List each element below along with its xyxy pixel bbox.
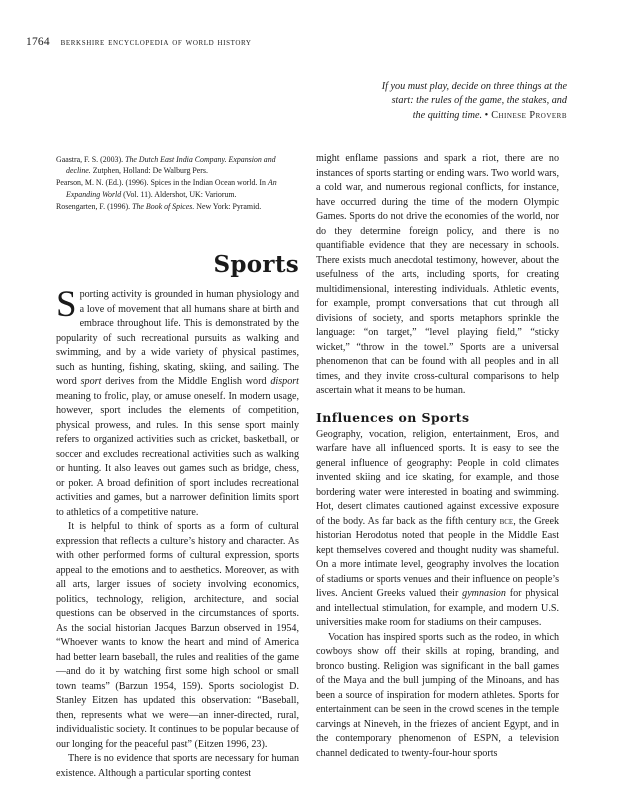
epigraph-line-2: start: the rules of the game, the stakes, and [391, 95, 567, 107]
right-column [316, 152, 559, 761]
reference-item: Rosengarten, F. (1996). The Book of Spices. New York: Pyramid. [56, 201, 262, 211]
reference-list [56, 154, 299, 212]
epigraph [307, 80, 567, 123]
paragraph-3: There is no evidence that sports are necessary for human existence. Although a particular sporting contest [56, 753, 299, 779]
epigraph-line-1: If you must play, decide on three things at the [381, 81, 567, 92]
paragraph-5: Vocation has inspired sports such as the rodeo, in which cowboys show off their skills at roping, branding, and bronco busting. Religion was significant in the ball games of the Maya and the bull jumping of the Minoans, and has been a source of inspiration for modern athletes. Sports for entertainment can be seen in the crowd scenes in the temple carvings at Nineveh, in the friezes of ancient Egypt, and in the contemporary phenomenon of ESPN, a television channel dedicated to twenty-four-hour sports [316, 631, 559, 759]
running-header [26, 36, 566, 48]
book-title: berkshire encyclopedia of world history [60, 37, 252, 48]
reference-item: Gaastra, F. S. (2003). The Dutch East India Company. Expansion and decline. Zutphen, Holland: De Walburg Pers. [56, 155, 276, 176]
article-title: Sports [213, 251, 299, 279]
paragraph-2: It is helpful to think of sports as a form of cultural expression that reflects a culture’s history and character. As with other performed forms of cultural expression, sports appeal to the emotions and to aesthetics. Moreover, as with all arts, larger issues of society involving economics, politics, technology, religion, architecture, and social questions can be observed in the circumstances of sports. As the social historian Jacques Barzun observed in 1954, “Whoever wants to know the heart and mind of America had better learn baseball, the rules and realities of the game—and do it by watching first some high school or small town teams” (Barzun 1954, 159). Sports sociologist D. Stanley Eitzen has updated this observation: “Baseball, then, represents what we were—an inner-directed, rural, individualistic society. It continues to be popular because of our longing for the peaceful past” (Eitzen 1996, 23). [56, 521, 299, 750]
drop-cap: S [56, 284, 77, 326]
left-column [56, 152, 299, 781]
section-heading: Influences on Sports [316, 409, 470, 425]
epigraph-attribution: Chinese Proverb [491, 109, 567, 121]
paragraph-3-continued: might enflame passions and spark a riot, there are no instances of sports starting or ending wars. Two world wars, a cold war, and numerous regional conflicts, for instance, have occurred during the time of the modern Olympic Games. Sports do not drive the economies of the world, nor do they determine foreign policy, and there is no quantifiable evidence that they are necessary in schools. There exists much anecdotal testimony, however, about the usefulness of the arts, including sports, for creating multidimensional, interesting individuals. Athletic events, for example, prompt conversations that cut through all divisions of society, and sports metaphors sprinkle the language: “on target,” “level playing field,” “sticky wicket,” “throw in the towel.” Sports are a universal phenomenon that can be found with all peoples and in all times, and they invite cross-cultural comparisons to help ascertain what it means to be human. [316, 153, 559, 396]
epigraph-line-3-text: the quitting time. [412, 109, 483, 121]
page-number: 1764 [26, 36, 50, 48]
bullet-glyph: • [484, 109, 489, 121]
paragraph-1: Sporting activity is grounded in human physiology and a love of movement that all humans share at birth and embrace throughout life. This is demonstrated by the popularity of such recreational pursuits as walking and swimming, and by a wide variety of physical pastimes, such as hunting, fishing, skating, skiing, and sailing. The word sport derives from the Middle English word disport meaning to frolic, play, or amuse oneself. In modern usage, however, sport includes the elements of competition, physical prowess, and rules. In this sense sport mainly refers to organized activities such as cricket, basketball, or soccer and excludes recreational activities such as walking or hunting. It also leaves out games such as bridge, chess, or poker. A broad definition of sport includes recreational activities and games, but a narrower definition limits sport to athletics of a competitive nature. [56, 284, 299, 518]
epigraph-line-3 [307, 109, 567, 123]
reference-item: Pearson, M. N. (Ed.). (1996). Spices in the Indian Ocean world. In An Expanding World (Vol. 11). Aldershot, UK: Variorum. [56, 178, 277, 199]
paragraph-4: Geography, vocation, religion, entertainment, Eros, and warfare have all influenced sports. It is easy to see the general influence of geography: People in cold climates invented skiing and ice skating, for example, and those bordering water were interested in boating and swimming. Hot, desert climates cautioned against excessive exposure of the body. As far back as the fifth century bce, the Greek historian Herodotus noted that people in the Middle East kept themselves covered and thought nudity was shameful. On a more intimate level, geography involves the location of stadiums or sports venues and their influence on people’s lives. Ancient Greeks valued their gymnasion for physical and intellectual stimulation, for example, and modern U.S. universities make room for stadiums on their campuses. [316, 428, 559, 628]
